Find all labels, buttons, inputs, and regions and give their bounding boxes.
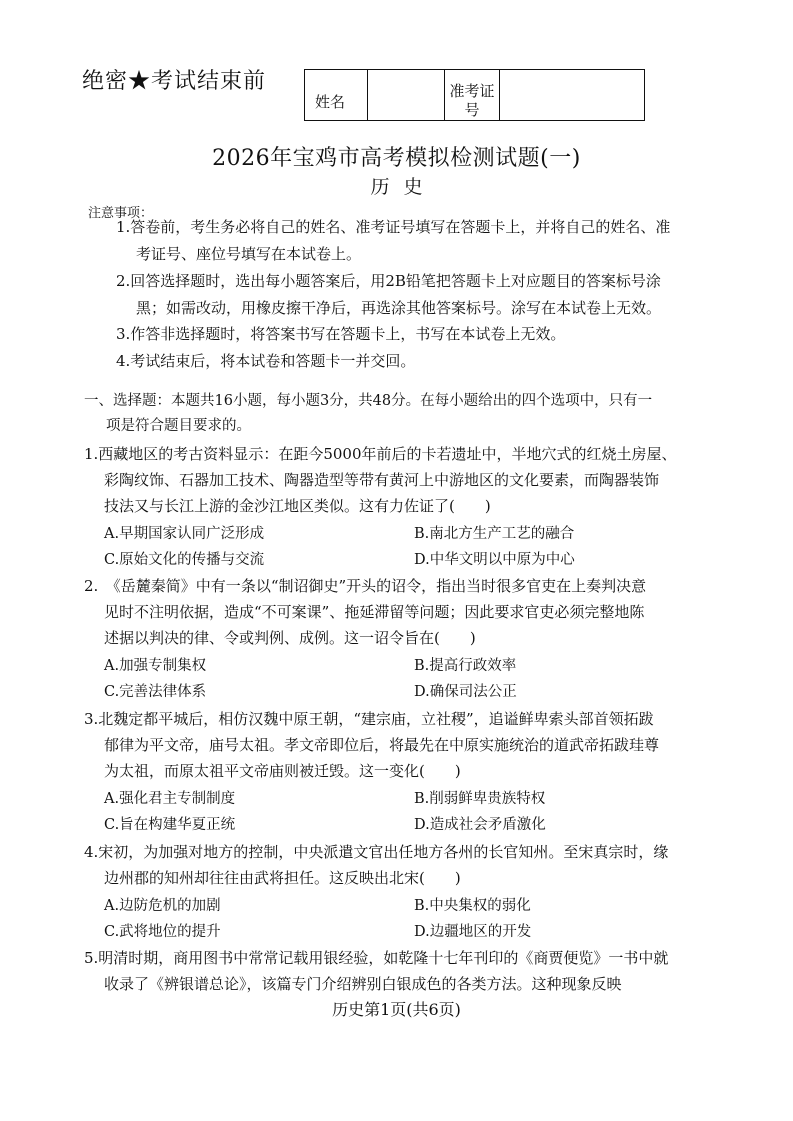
question-text: 3.北魏定都平城后，相仿汉魏中原王朝，“建宗庙，立社稷”，追谥鲜卑索头部首领拓跋	[84, 710, 654, 728]
section-instructions: 一、选择题：本题共16小题，每小题3分，共48分。在每小题给出的四个选项中，只有一	[84, 393, 653, 409]
notice-item: 黑；如需改动，用橡皮擦干净后，再选涂其他答案标号。涂写在本试卷上无效。	[136, 299, 662, 317]
answer-option: C.旨在构建华夏正统	[104, 817, 236, 833]
answer-option: D.边疆地区的开发	[414, 924, 532, 940]
page-title: 2026年宝鸡市高考模拟检测试题(一)	[212, 146, 581, 171]
exam-number-field[interactable]	[500, 70, 645, 121]
answer-option: D.造成社会矛盾激化	[414, 817, 546, 833]
answer-option: D.确保司法公正	[414, 684, 517, 700]
name-label: 姓名	[305, 70, 368, 121]
answer-option: D.中华文明以中原为中心	[414, 552, 575, 568]
notice-heading: 注意事项：	[88, 206, 154, 221]
answer-option: B.削弱鲜卑贵族特权	[414, 791, 546, 807]
confidential-label: 绝密★考试结束前	[82, 69, 267, 94]
question-text: 2. 《岳麓秦简》中有一条以“制诏御史”开头的诏令，指出当时很多官吏在上奏判决意	[84, 577, 647, 595]
name-field[interactable]	[368, 70, 445, 121]
question-text: 郁律为平文帝，庙号太祖。孝文帝即位后，将最先在中原实施统治的道武帝拓跋珪尊	[104, 736, 660, 754]
question-text: 4.宋初，为加强对地方的控制，中央派遣文官出任地方各州的长官知州。至宋真宗时，缘	[84, 843, 669, 861]
question-text: 彩陶纹饰、石器加工技术、陶器造型等带有黄河上中游地区的文化要素，而陶器装饰	[104, 471, 660, 489]
page-footer: 历史第1页(共6页)	[332, 1000, 461, 1019]
answer-option: C.完善法律体系	[104, 684, 207, 700]
question-text: 为太祖，而原太祖平文帝庙则被迁毁。这一变化( )	[104, 762, 461, 780]
answer-option: C.武将地位的提升	[104, 924, 221, 940]
question-text: 收录了《辨银谱总论》，该篇专门介绍辨别白银成色的各类方法。这种现象反映	[104, 975, 622, 993]
answer-option: C.原始文化的传播与交流	[104, 552, 265, 568]
answer-option: B.中央集权的弱化	[414, 898, 531, 914]
notice-item: 1.答卷前，考生务必将自己的姓名、准考证号填写在答题卡上，并将自己的姓名、准	[116, 218, 671, 236]
notice-item: 3.作答非选择题时，将答案书写在答题卡上，书写在本试卷上无效。	[116, 325, 566, 343]
question-text: 1.西藏地区的考古资料显示：在距今5000年前后的卡若遗址中，半地穴式的红烧土房屋、	[84, 445, 677, 463]
answer-option: B.南北方生产工艺的融合	[414, 526, 575, 542]
section-instructions: 项是符合题目要求的。	[106, 418, 251, 434]
answer-option: B.提高行政效率	[414, 658, 517, 674]
question-text: 技法又与长江上游的金沙江地区类似。这有力佐证了( )	[104, 497, 491, 515]
question-text: 见时不注明依据，造成“不可案课”、拖延滞留等问题；因此要求官吏必须完整地陈	[104, 603, 645, 621]
question-text: 述据以判决的律、令或判例、成例。这一诏令旨在( )	[104, 629, 476, 647]
question-text: 边州郡的知州却往往由武将担任。这反映出北宋( )	[104, 869, 461, 887]
exam-number-label: 准考证 号	[445, 70, 500, 121]
subject-title: 历史	[370, 176, 437, 198]
answer-option: A.边防危机的加剧	[104, 898, 221, 914]
notice-item: 2.回答选择题时，选出每小题答案后，用2B铅笔把答题卡上对应题目的答案标号涂	[116, 272, 661, 290]
notice-item: 考证号、座位号填写在本试卷上。	[136, 245, 362, 263]
candidate-info-box	[304, 69, 645, 121]
answer-option: A.加强专制集权	[104, 658, 207, 674]
answer-option: A.早期国家认同广泛形成	[104, 526, 265, 542]
answer-option: A.强化君主专制制度	[104, 791, 236, 807]
notice-item: 4.考试结束后，将本试卷和答题卡一并交回。	[116, 352, 416, 370]
question-text: 5.明清时期，商用图书中常常记载用银经验，如乾隆十七年刊印的《商贾便览》一书中就	[84, 949, 669, 967]
